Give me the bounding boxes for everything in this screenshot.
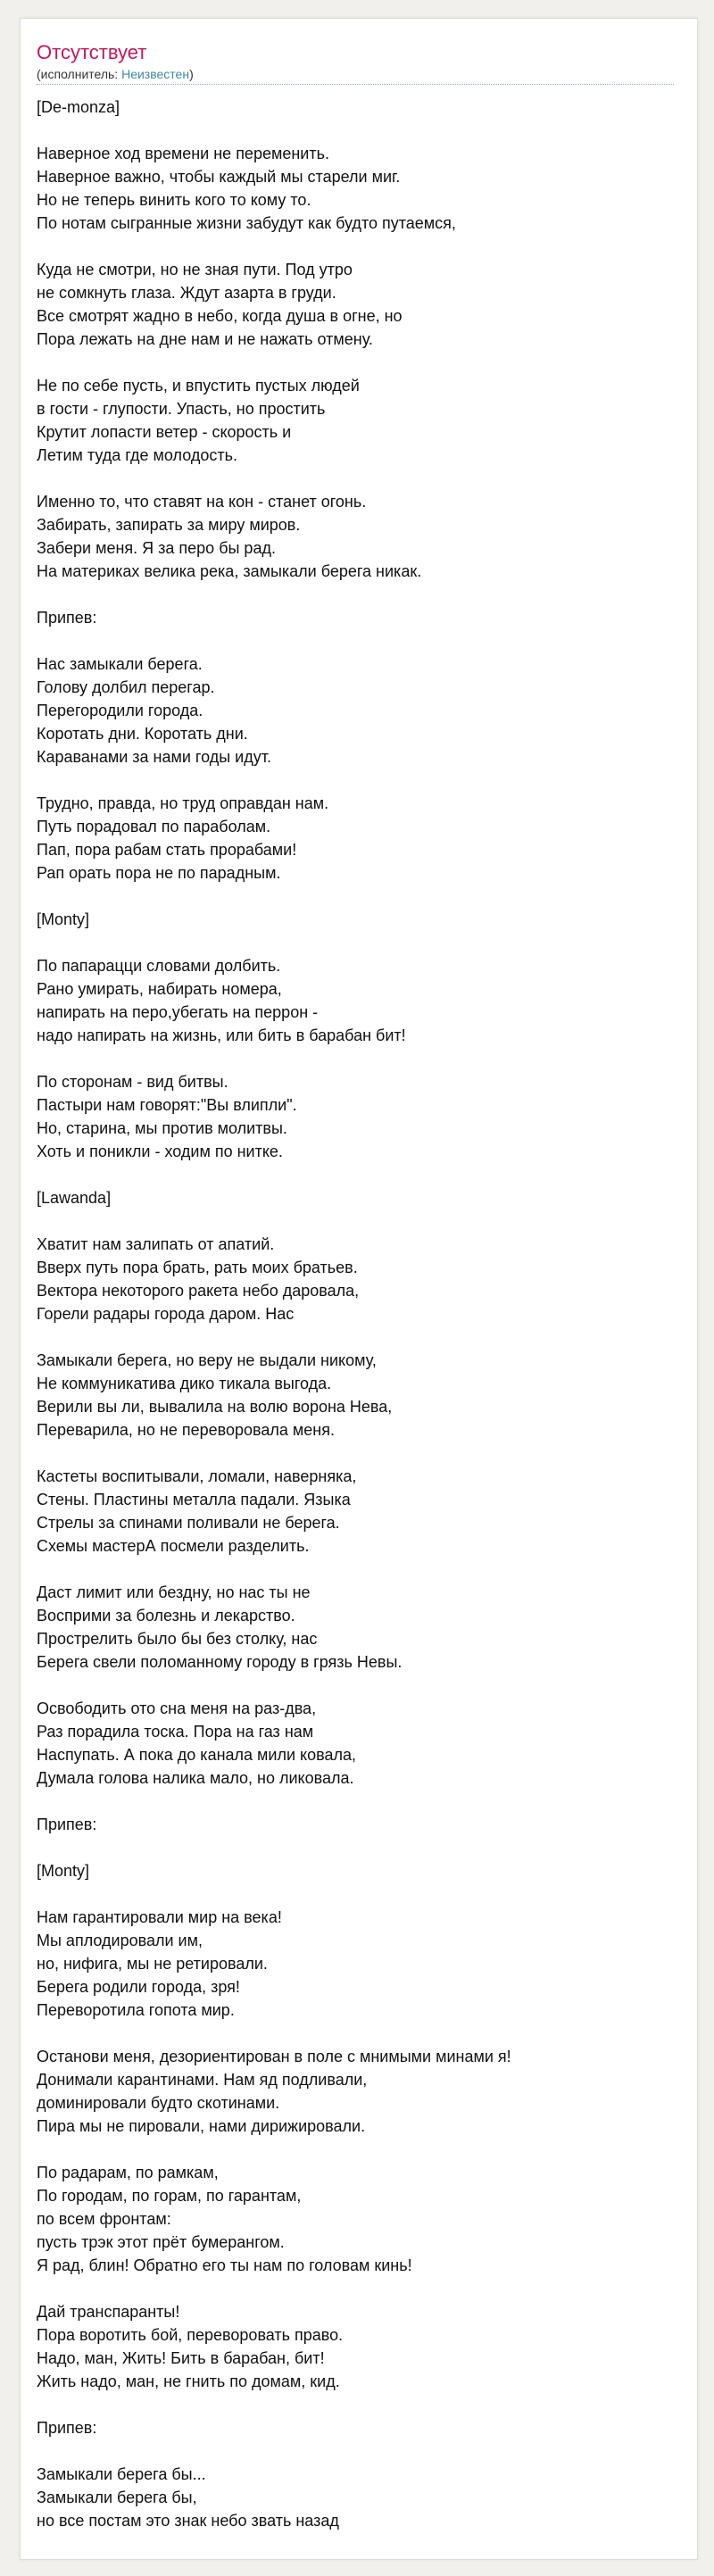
lyric-line: Схемы мастерА посмели разделить. (37, 1537, 310, 1555)
lyric-line: Пастыри нам говорят:"Вы влипли". (37, 1096, 297, 1114)
lyric-line: [Monty] (37, 910, 90, 928)
lyric-line: Вверх путь пора брать, рать моих братьев. (37, 1259, 358, 1276)
lyric-line: Останови меня, дезориентирован в поле с мнимыми минами я! (37, 2048, 511, 2065)
lyric-line: Голову долбил перегар. (37, 678, 215, 696)
lyric-line: Мы аплодировали им, (37, 1932, 203, 1949)
lyrics-text (37, 96, 679, 2532)
lyric-line: Хватит нам залипать от апатий. (37, 1235, 275, 1253)
lyric-line (37, 351, 679, 374)
lyric-line: Дай транспаранты! (37, 2303, 180, 2321)
lyric-line: Надо, ман, Жить! Бить в барабан, бит! (37, 2349, 325, 2367)
artist-line (37, 66, 674, 82)
lyric-line: Перегородили города. (37, 702, 203, 719)
lyric-line: Прострелить было бы без столку, нас (37, 1630, 318, 1648)
lyric-line: [Monty] (37, 1862, 90, 1880)
lyric-line: Хоть и поникли - ходим по нитке. (37, 1143, 283, 1160)
lyric-line (37, 769, 679, 792)
lyric-line: Я рад, блин! Обратно его ты нам по головам кинь! (37, 2256, 412, 2274)
lyric-line (37, 1882, 679, 1906)
lyric-line (37, 1047, 679, 1070)
lyric-line: По радарам, по рамкам, (37, 2164, 219, 2181)
lyric-line: Наверное ход времени не переменить. (37, 145, 329, 162)
lyric-line: Не по себе пусть, и впустить пустых людей (37, 377, 360, 395)
song-header (37, 41, 674, 85)
lyric-line: На материках велика река, замыкали берега никак. (37, 562, 422, 580)
lyric-line: Летим туда где молодость. (37, 446, 237, 464)
lyric-line (37, 1325, 679, 1349)
lyric-line: Вектора некоторого ракета небо даровала, (37, 1282, 360, 1300)
lyric-line: Замыкали берега бы... (37, 2465, 206, 2483)
lyric-line: Стены. Пластины металла падали. Языка (37, 1491, 351, 1508)
lyric-line: Именно то, что ставят на кон - станет огонь. (37, 493, 367, 511)
lyric-line: Верили вы ли, вывалила на волю ворона Нева, (37, 1398, 393, 1416)
lyric-line: Припев: (37, 2419, 97, 2437)
lyric-line (37, 235, 679, 258)
lyric-line: По сторонам - вид битвы. (37, 1073, 228, 1091)
lyric-line (37, 583, 679, 606)
lyric-line: Караванами за нами годы идут. (37, 748, 271, 766)
lyric-line: По нотам сыгранные жизни забудут как будто путаемся, (37, 214, 456, 232)
lyric-line: Стрелы за спинами поливали не берега. (37, 1514, 340, 1532)
lyric-line: напирать на перо,убегать на перрон - (37, 1003, 319, 1021)
lyric-line: надо напирать на жизнь, или бить в барабан бит! (37, 1026, 406, 1044)
lyric-line: Думала голова налика мало, но ликовала. (37, 1769, 354, 1787)
lyric-line (37, 885, 679, 908)
lyric-line: По папарацци словами долбить. (37, 957, 281, 975)
lyric-line: Забери меня. Я за перо бы рад. (37, 539, 276, 557)
lyric-line: Нас замыкали берега. (37, 655, 203, 673)
lyric-line: в гости - глупости. Упасть, но простить (37, 400, 326, 418)
lyric-line: Припев: (37, 1816, 97, 1833)
lyric-line: Освободить ото сна меня на раз-два, (37, 1699, 317, 1717)
lyric-line: Но, старина, мы против молитвы. (37, 1119, 287, 1137)
lyric-line: Наверное важно, чтобы каждый мы старели миг. (37, 168, 401, 186)
lyric-line: но, нифига, мы не ретировали. (37, 1955, 268, 1973)
lyric-line: Нам гарантировали мир на века! (37, 1908, 282, 1926)
lyric-line: Куда не смотри, но не зная пути. Под утро (37, 261, 353, 278)
lyric-line: По городам, по горам, по гарантам, (37, 2187, 302, 2205)
lyric-line: Коротать дни. Коротать дни. (37, 725, 248, 743)
lyric-line: Пора лежать на дне нам и не нажать отмену. (37, 330, 373, 348)
lyric-line (37, 2138, 679, 2161)
lyric-line: Забирать, запирать за миру миров. (37, 516, 301, 534)
artist-suffix: ) (189, 67, 194, 81)
lyric-line: но все постам это знак небо звать назад (37, 2512, 339, 2530)
lyric-line: Пира мы не пировали, нами дирижировали. (37, 2117, 366, 2135)
lyric-line (37, 119, 679, 142)
lyric-line: Замыкали берега бы, (37, 2489, 197, 2506)
lyric-line: Переворотила гопота мир. (37, 2001, 235, 2019)
lyric-line (37, 931, 679, 954)
artist-link[interactable]: Неизвестен (121, 67, 190, 81)
lyric-line: Припев: (37, 609, 97, 627)
lyrics-page (20, 18, 698, 2560)
lyric-line: Берега свели поломанному городу в грязь Невы. (37, 1653, 403, 1671)
lyric-line (37, 2439, 679, 2463)
lyric-line: Берега родили города, зря! (37, 1978, 240, 1996)
lyric-line (37, 1790, 679, 1813)
lyric-line: Кастеты воспитывали, ломали, наверняка, (37, 1467, 357, 1485)
lyric-line: [Lawanda] (37, 1189, 112, 1207)
lyric-line: Донимали карантинами. Нам яд подливали, (37, 2071, 368, 2089)
lyric-line: Раз порадила тоска. Пора на газ нам (37, 1723, 314, 1741)
lyric-line: Замыкали берега, но веру не выдали никому, (37, 1351, 377, 1369)
lyric-line: [De-monza] (37, 98, 120, 116)
lyric-line: по всем фронтам: (37, 2210, 171, 2228)
lyric-line: Все смотрят жадно в небо, когда душа в огне, но (37, 307, 403, 325)
lyric-line: не сомкнуть глаза. Ждут азарта в груди. (37, 284, 336, 302)
lyric-line (37, 629, 679, 652)
lyric-line (37, 2393, 679, 2416)
lyric-line: Жить надо, ман, не гнить по домам, кид. (37, 2372, 340, 2390)
lyric-line: Наспупать. А пока до канала мили ковала, (37, 1746, 357, 1764)
lyric-line: Трудно, правда, но труд оправдан нам. (37, 794, 329, 812)
lyric-line: Путь порадовал по параболам. (37, 818, 271, 835)
lyric-line (37, 1163, 679, 1186)
lyric-line: Рано умирать, набирать номера, (37, 980, 282, 998)
lyric-line (37, 1674, 679, 1697)
lyric-line (37, 2277, 679, 2300)
song-title: Отсутствует (37, 41, 147, 63)
lyric-line (37, 1836, 679, 1859)
lyric-line: Рап орать пора не по парадным. (37, 864, 281, 882)
lyric-line: Восприми за болезнь и лекарство. (37, 1607, 295, 1625)
lyric-line (37, 1209, 679, 1233)
lyric-line: пусть трэк этот прёт бумерангом. (37, 2233, 285, 2251)
lyric-line: Даст лимит или бездну, но нас ты не (37, 1583, 311, 1601)
lyric-line: Пора воротить бой, переворовать право. (37, 2326, 344, 2344)
lyric-line: Не коммуникатива дико тикала выгода. (37, 1375, 332, 1392)
lyric-line: доминировали будто скотинами. (37, 2094, 280, 2112)
lyric-line: Горели радары города даром. Нас (37, 1305, 295, 1323)
lyric-line (37, 2022, 679, 2045)
lyric-line (37, 1558, 679, 1581)
artist-prefix: (исполнитель: (37, 67, 122, 81)
lyric-line (37, 1442, 679, 1465)
lyric-line (37, 467, 679, 490)
lyric-line: Пап, пора рабам стать прорабами! (37, 841, 297, 859)
lyric-line: Но не теперь винить кого то кому то. (37, 191, 311, 209)
lyric-line: Крутит лопасти ветер - скорость и (37, 423, 292, 441)
lyric-line: Переварила, но не переворовала меня. (37, 1421, 335, 1439)
